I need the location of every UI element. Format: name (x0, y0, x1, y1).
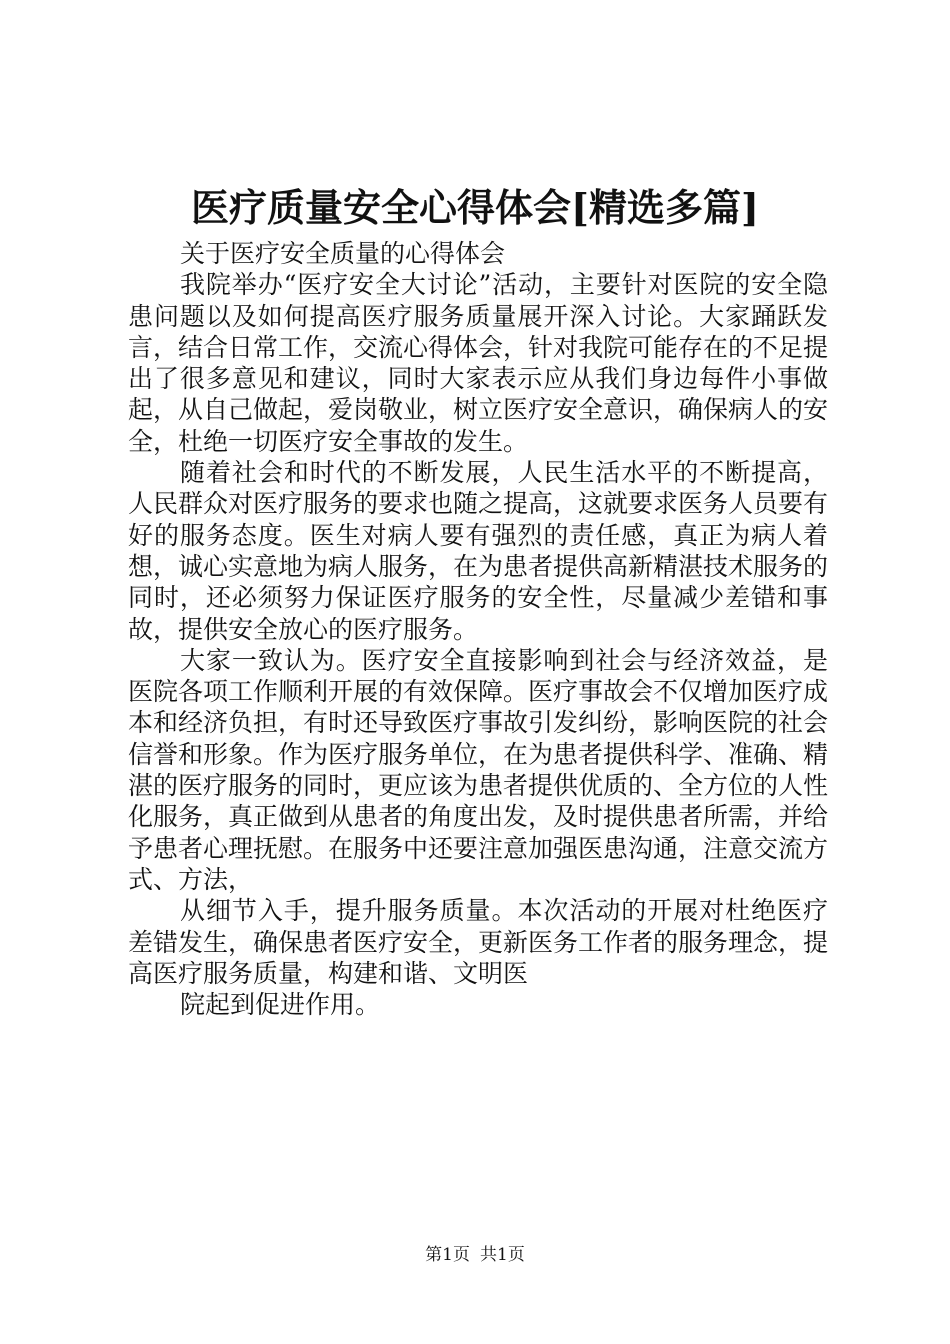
paragraph-5: 院起到促进作用。 (180, 990, 381, 1020)
document-body (128, 238, 828, 1020)
paragraph-3: 大家一致认为。医疗安全直接影响到社会与经济效益，是医院各项工作顺利开展的有效保障。医疗事故会不仅增加医疗成本和经济负担，有时还导致医疗事故引发纠纷，影响医院的社会信誉和形象。作为医疗服务单位，在为患者提供科学、准确、精湛的医疗服务的同时，更应该为患者提供优质的、全方位的人性化服务，真正做到从患者的角度出发，及时提供患者所需，并给予患者心理抚慰。在服务中还要注意加强医患沟通，注意交流方式、方法， (128, 645, 829, 894)
page-number: 第1页 (425, 1245, 470, 1265)
document-title: 医疗质量安全心得体会[精选多篇] (191, 185, 759, 230)
paragraph-1: 我院举办“医疗安全大讨论”活动，主要针对医院的安全隐患问题以及如何提高医疗服务质量展开深入讨论。大家踊跃发言，结合日常工作，交流心得体会，针对我院可能存在的不足提出了很多意见和建议，同时大家表示应从我们身边每件小事做起，从自己做起，爱岗敬业，树立医疗安全意识，确保病人的安全，杜绝一切医疗安全事故的发生。 (128, 270, 829, 456)
paragraph-2: 随着社会和时代的不断发展，人民生活水平的不断提高，人民群众对医疗服务的要求也随之提高，这就要求医务人员要有好的服务态度。医生对病人要有强烈的责任感，真正为病人着想，诚心实意地为病人服务，在为患者提供高新精湛技术服务的同时，还必须努力保证医疗服务的安全性，尽量减少差错和事故，提供安全放心的医疗服务。 (128, 458, 829, 644)
paragraph-subtitle: 关于医疗安全质量的心得体会 (180, 239, 506, 268)
paragraph-4: 从细节入手，提升服务质量。本次活动的开展对杜绝医疗差错发生，确保患者医疗安全，更新医务工作者的服务理念，提高医疗服务质量，构建和谐、文明医 (128, 896, 829, 988)
page-total: 共1页 (480, 1245, 525, 1265)
page-footer (0, 1244, 950, 1266)
